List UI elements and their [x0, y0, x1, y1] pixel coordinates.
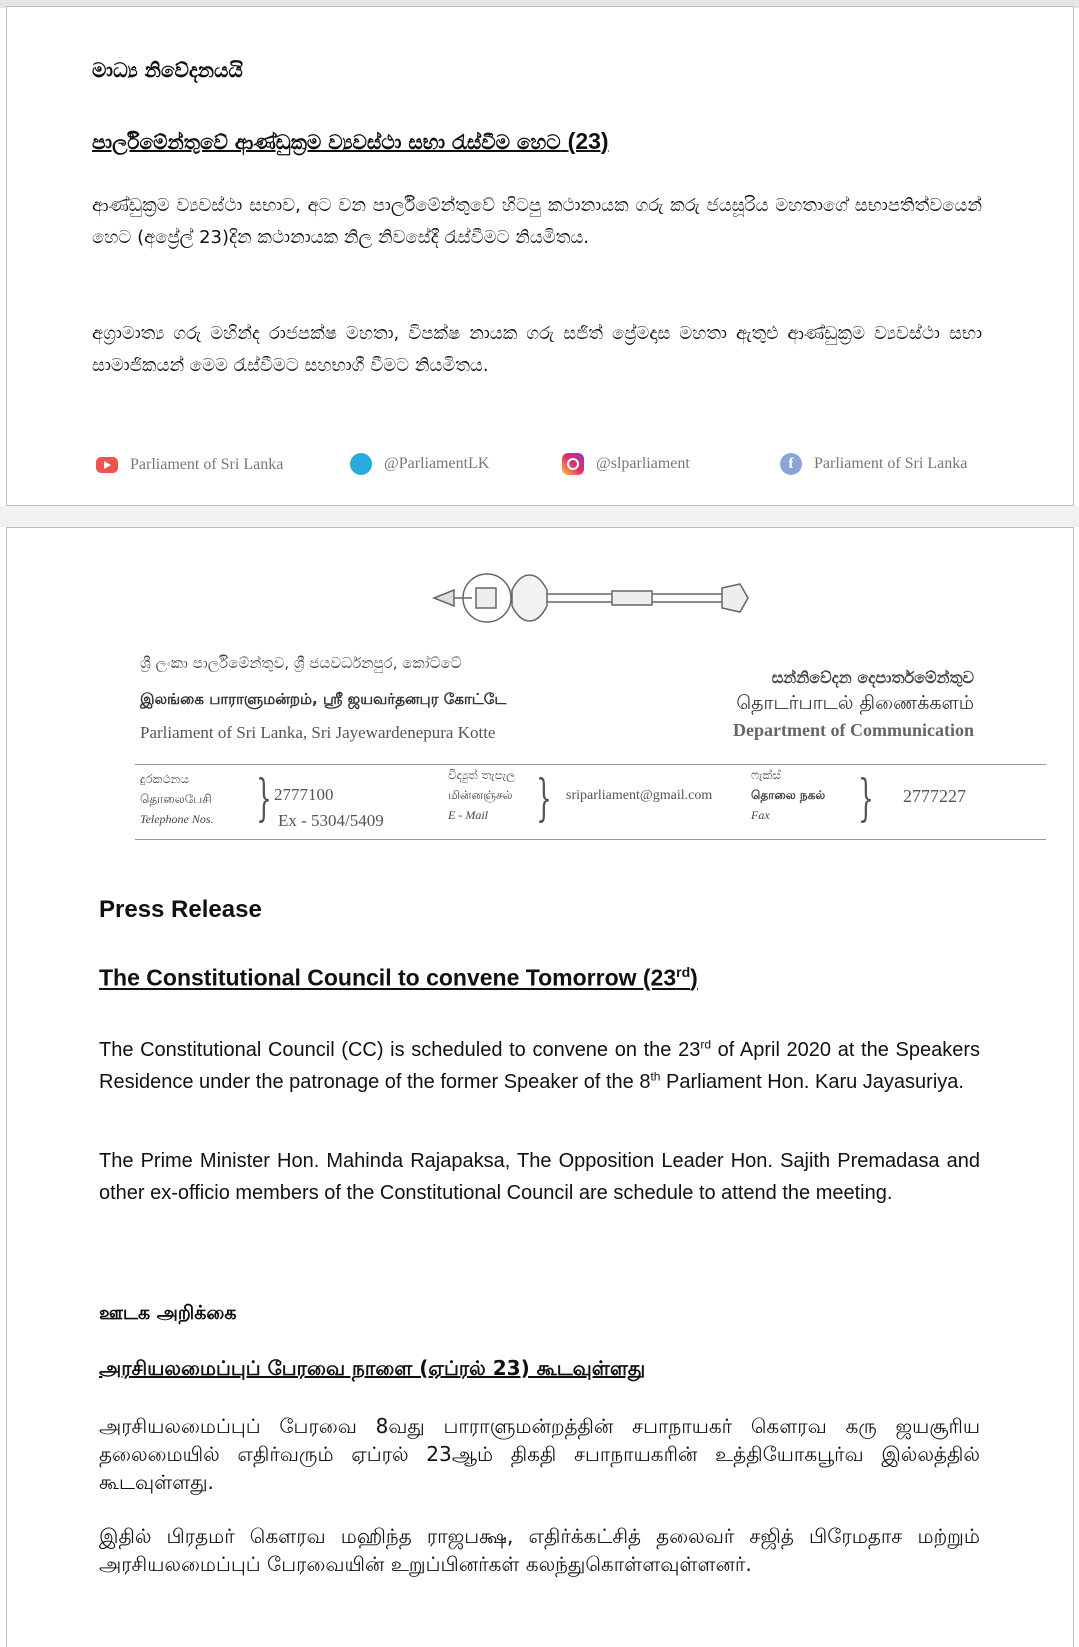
english-title-text: The Constitutional Council to convene Tomorrow (23 [99, 964, 677, 991]
fax-label-ta: தொலை நகல் [751, 788, 826, 802]
telephone-number-1: 2777100 [274, 785, 334, 804]
english-p1-sup-1: rd [700, 1037, 711, 1052]
telephone-labels [140, 769, 214, 829]
tamil-paragraph-1: அரசியலமைப்புப் பேரவை 8வது பாராளுமன்றத்தின் சபாநாயகர் கௌரவ கரு ஜயசூரிய தலைமையில் எதிர்வரும் ஏப்ரல் 23ஆம் திகதி சபாநாயகரின் உத்தியோகபூர்வ இல்லத்தில் கூடவுள்ளது. [99, 1414, 980, 1494]
tamil-paragraph-2: இதில் பிரதமர் கௌரவ மஹிந்த ராஜபக்ஷ, எதிர்க்கட்சித் தலைவர் சஜித் பிரேமதாச மற்றும் அரசியலமைப்புப் பேரவையின் உறுப்பினர்கள் கலந்துகொள்ளவுள்ளனர். [99, 1524, 980, 1576]
sinhala-paragraph-2: අග්‍රාමාත්‍ය ගරු මහින්ද රාජපක්ෂ මහතා, විපක්ෂ නායක ගරු සජිත් ප්‍රේමදාස මහතා ඇතුළු ආණ්ඩුක්‍රම ව්‍යවස්ථා සභා සාමාජිකයන් මෙම රැස්වීමට සහභාගී වීමට නියමිතය. [92, 323, 982, 376]
english-paragraph-1 [99, 1034, 980, 1098]
email-value[interactable]: sriparliament@gmail.com [566, 788, 713, 803]
sinhala-title-text: පාර්ලිමේන්තුවේ ආණ්ඩුක්‍රම ව්‍යවස්ථා සභා රැස්වීම හෙට [92, 130, 561, 154]
email-labels [448, 765, 515, 825]
letterhead-rule-top [135, 764, 1046, 765]
english-title-close: ) [690, 964, 698, 991]
fax-label-en: Fax [751, 808, 770, 822]
email-label-si: විද්‍යුත් තැපැල [448, 768, 516, 782]
social-facebook[interactable] [780, 453, 967, 475]
fax-label-si: ෆැක්ස් [751, 768, 781, 782]
letterhead-rule-bottom [135, 839, 1046, 840]
fax-value: 2777227 [903, 786, 966, 806]
email-label-en: E - Mail [448, 808, 488, 822]
letterhead-dept-sinhala: සන්නිවේදන දෙපාර්තමේන්තුව [771, 668, 974, 687]
parliament-mace-emblem [432, 560, 752, 630]
sinhala-paragraph-1: ආණ්ඩුක්‍රම ව්‍යවස්ථා සභාව, අට වන පාර්ලිමේන්තුවේ හිටපු කථානායක ගරු කරු ජයසූරිය මහතාගේ සභාපතිත්වයෙන් හෙට (අප්‍රේල් 23)දින කථානායක නිල නිවසේදී රැස්වීමට නියමිතය. [92, 195, 982, 248]
page-gap [0, 506, 1079, 527]
letterhead-address-english: Parliament of Sri Lanka, Sri Jayewardenepura Kotte [140, 723, 496, 742]
english-heading: Press Release [99, 896, 262, 923]
fax-brace: } [857, 769, 874, 827]
letterhead-dept-tamil: தொடர்பாடல் திணைக்களம் [736, 692, 974, 714]
english-title [99, 964, 698, 992]
english-p1-part-b: of April 2020 at the Speakers Residence under the patronage of the former Speaker of the 8 [99, 1039, 980, 1093]
fax-labels [751, 765, 825, 825]
telephone-brace: } [255, 769, 272, 827]
english-p1-part-c: Parliament Hon. Karu Jayasuriya. [660, 1071, 964, 1093]
social-twitter-label: @ParliamentLK [384, 455, 490, 472]
twitter-icon [350, 453, 372, 475]
letterhead-dept-english: Department of Communication [733, 720, 974, 740]
instagram-icon [562, 453, 584, 475]
tamil-heading: ஊடக அறிக்கை [99, 1302, 237, 1324]
letterhead-address-sinhala: ශ්‍රී ලංකා පාර්ලිමේන්තුව, ශ්‍රී ජයවර්ධනපුර, කෝට්ටේ [140, 654, 462, 672]
social-instagram-label: @slparliament [596, 455, 690, 472]
email-label-ta: மின்னஞ்சல் [448, 788, 513, 802]
letterhead-address-tamil: இலங்கை பாராளுமன்றம், ஸ்ரீ ஜயவர்தனபுர கோட்டே [140, 690, 507, 708]
english-title-sup: rd [676, 964, 691, 980]
english-p1-part-a: The Constitutional Council (CC) is scheduled to convene on the 23 [99, 1039, 701, 1061]
sinhala-heading: මාධ්‍ය නිවේදනයයි [92, 58, 243, 82]
tamil-title: அரசியலமைப்புப் பேரவை நாளை (ஏப்ரல் 23) கூடவுள்ளது [99, 1356, 646, 1380]
english-paragraph-2: The Prime Minister Hon. Mahinda Rajapaksa, The Opposition Leader Hon. Sajith Premadasa and other ex-officio members of the Constitutional Council are schedule to attend the meeting. [99, 1150, 980, 1204]
social-twitter[interactable] [350, 453, 489, 475]
social-youtube[interactable] [96, 456, 283, 474]
telephone-number-2: Ex - 5304/5409 [278, 811, 384, 830]
social-instagram[interactable] [562, 453, 690, 475]
telephone-label-en: Telephone Nos. [140, 812, 214, 826]
social-links-bar [0, 448, 1068, 478]
email-brace: } [535, 769, 552, 827]
telephone-label-si: දුරකථනය [140, 772, 189, 786]
youtube-icon [96, 457, 118, 473]
sinhala-title-number: (23) [567, 128, 609, 154]
social-youtube-label: Parliament of Sri Lanka [130, 456, 284, 473]
english-p1-sup-2: th [650, 1069, 661, 1084]
social-facebook-label: Parliament of Sri Lanka [814, 455, 968, 472]
telephone-label-ta: தொலைபேசி [140, 792, 212, 806]
facebook-icon: f [780, 453, 802, 475]
sinhala-title [92, 128, 609, 155]
